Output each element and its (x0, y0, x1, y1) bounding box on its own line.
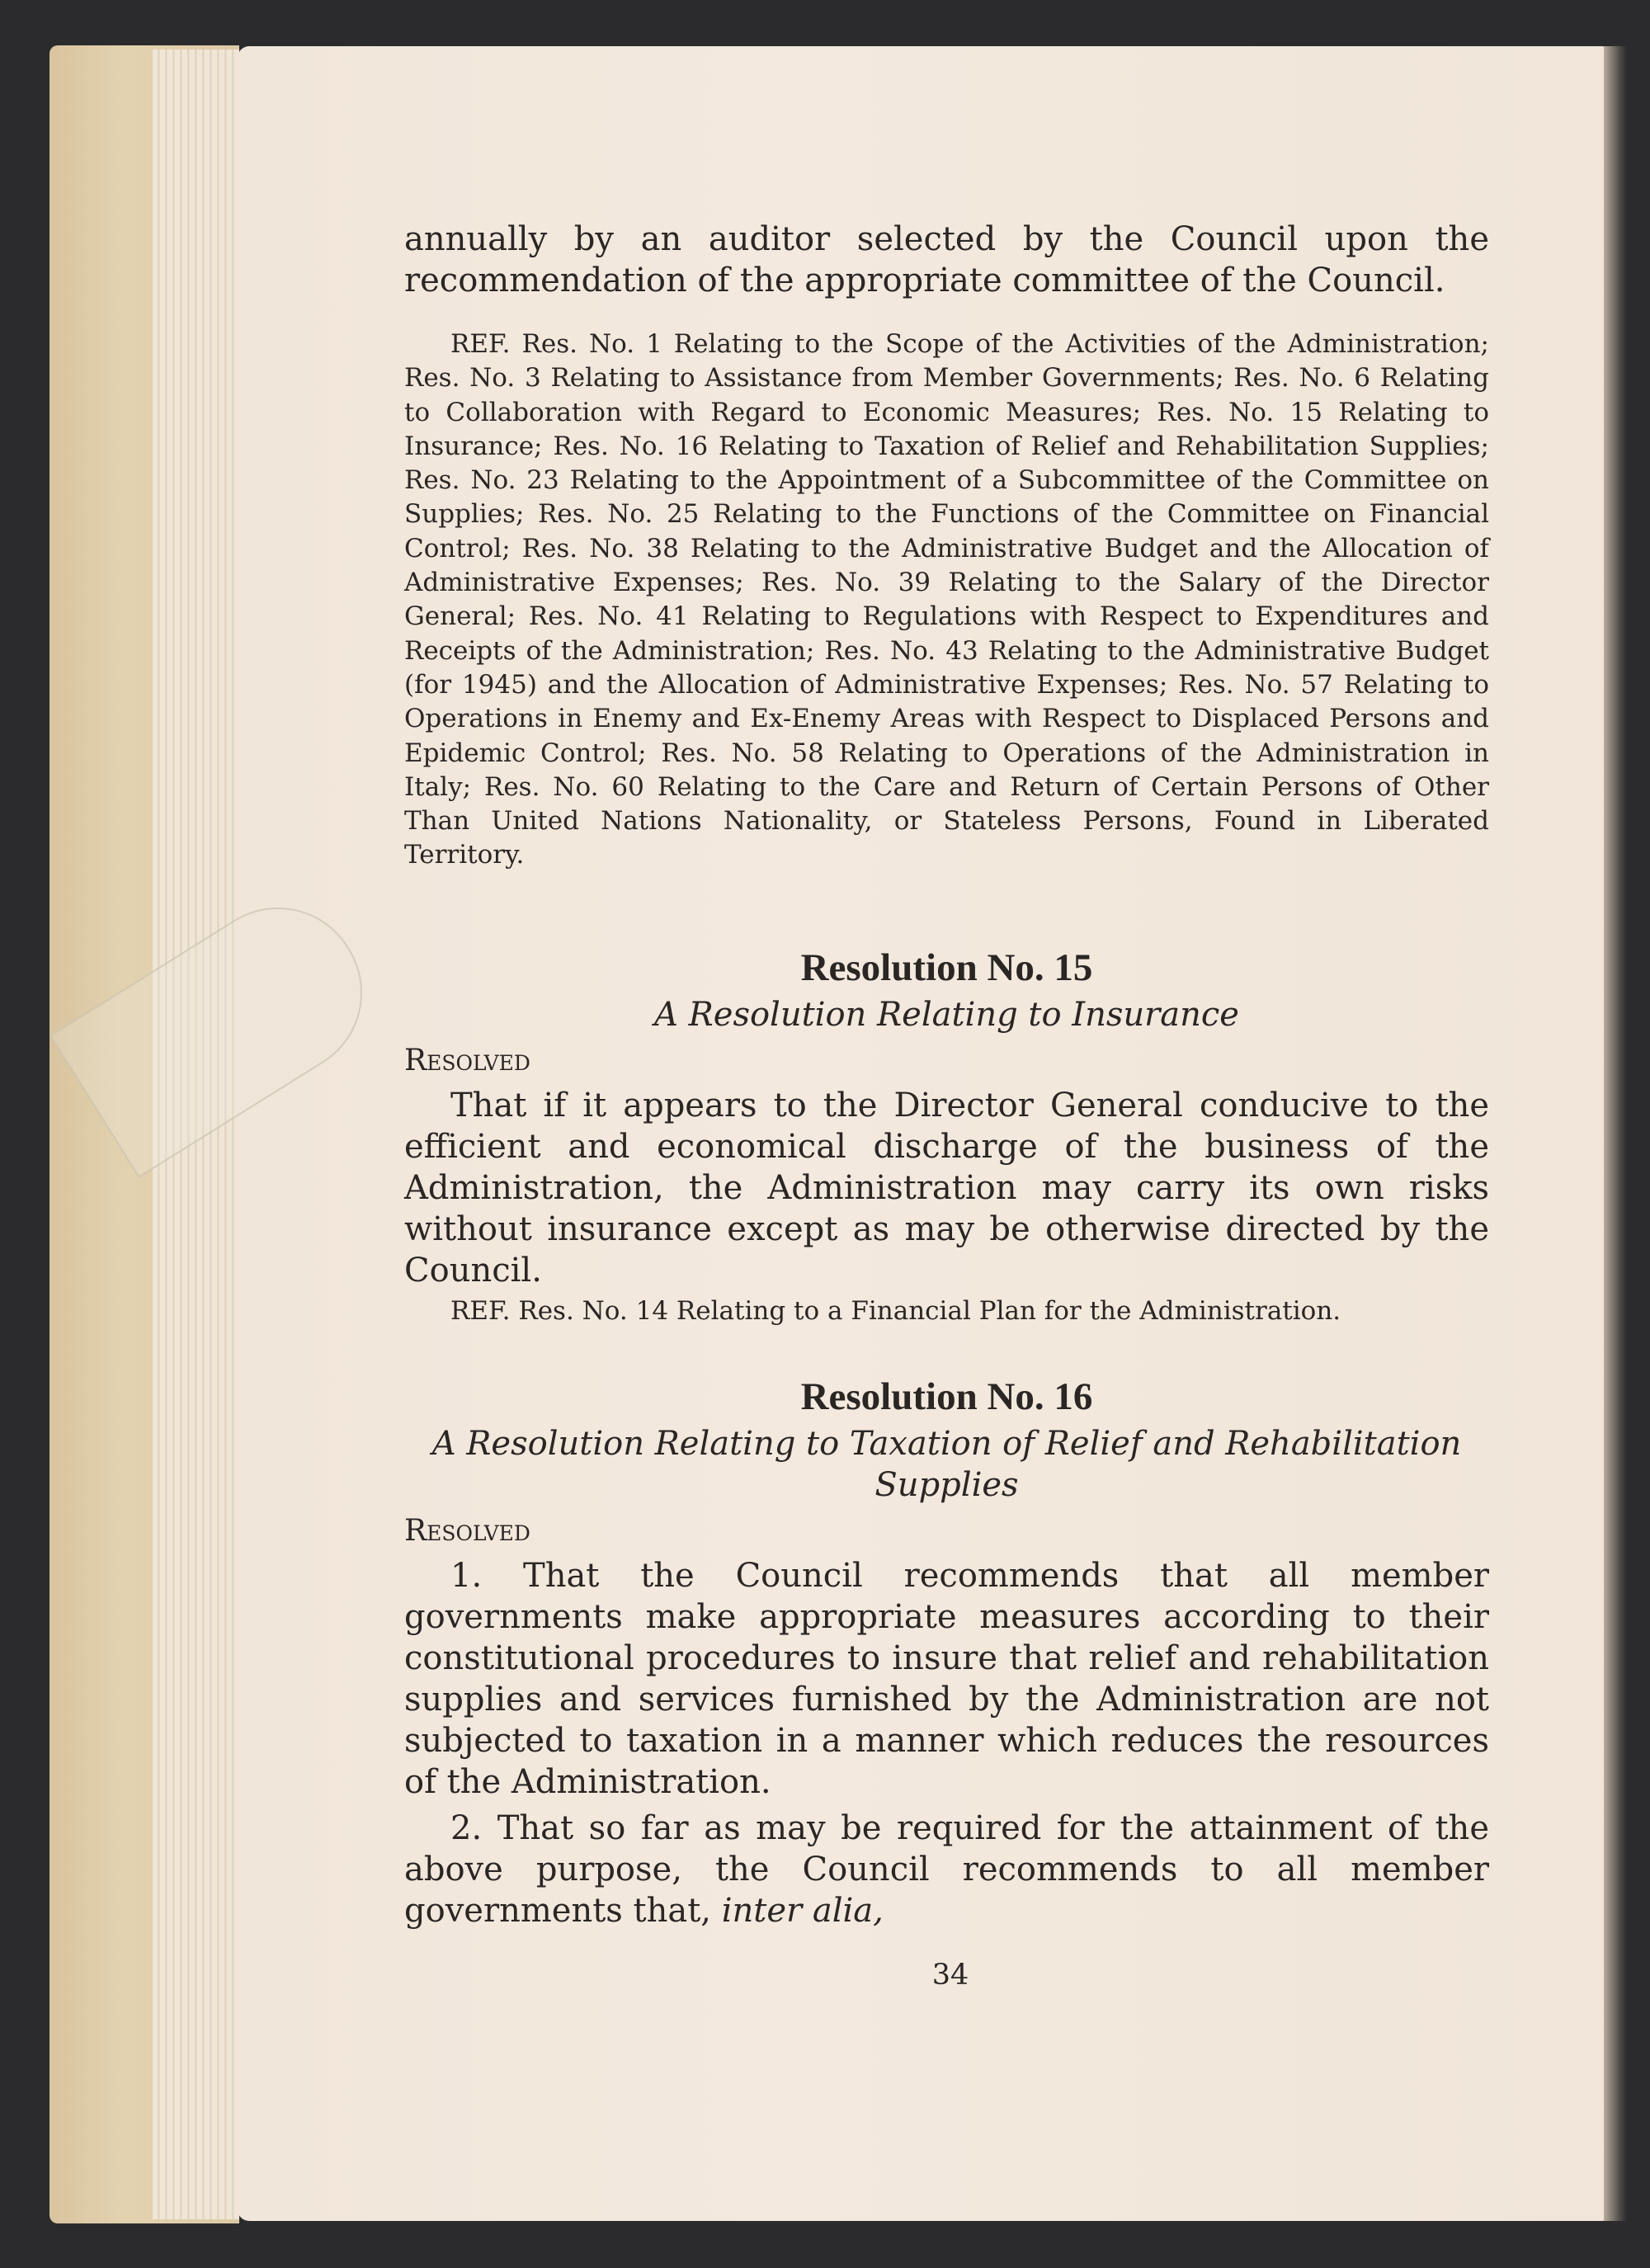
opening-paragraph-container (404, 219, 1489, 301)
page-number: 34 (931, 1959, 969, 1992)
resolution-16-paragraph-2 (404, 1808, 1489, 1931)
resolution-16-paragraph-1: 1. That the Council recommends that all member governments make appropriate measures according to their constitutional procedures to insure that relief and rehabilitation supplies and services furnished by the Administration are not subjected to taxation in a manner which reduces the resources of the Administration. (404, 1557, 1489, 1801)
resolution-16-subtitle: A Resolution Relating to Taxation of Relief and Rehabilitation Supplies (431, 1425, 1462, 1504)
resolution-16-section (404, 1374, 1489, 1931)
resolution-16-paragraph-2-text: 2. That so far as may be required for the attainment of the above purpose, the Council recommends to all member governments that, (404, 1809, 1489, 1930)
resolution-16-paragraph-2-italic: inter alia, (721, 1892, 884, 1930)
resolution-16-resolved-label: Resolved (404, 1514, 530, 1548)
page-right-shadow (1604, 46, 1627, 2221)
resolution-16-heading: Resolution No. 16 (800, 1375, 1093, 1418)
resolution-15-resolved-label: Resolved (404, 1044, 530, 1077)
resolution-15-section (404, 945, 1489, 1328)
scan-top-border (0, 0, 1650, 50)
ref-block-1: REF. Res. No. 1 Relating to the Scope of the Activities of the Administration; Res. No. 3 Relating to Assistance from Member Governments; Res. No. 6 Relating to Collaboration with Regard to Economic Measures; Res. No. 15 Relating to Insurance; Res. No. 16 Relating to Taxation of Relief and Rehabilitation Supplies; Res. No. 23 Relating to the Appointment of a Subcommittee of the Committee on Supplies; Res. No. 25 Relating to the Functions of the Committee on Financial Control; Res. No. 38 Relating to the Administrative Budget and the Allocation of Administrative Expenses; Res. No. 39 Relating to the Salary of the Director General; Res. No. 41 Relating to Regulations with Respect to Expenditures and Receipts of the Administration; Res. No. 43 Relating to the Administrative Budget (for 1945) and the Allocation of Administrative Expenses; Res. No. 57 Relating to Operations in Enemy and Ex-Enemy Areas with Respect to Displaced Persons and Epidemic Control; Res. No. 58 Relating to Operations of the Administration in Italy; Res. No. 60 Relating to the Care and Return of Certain Persons of Other Than United Nations Nationality, or Stateless Persons, Found in Liberated Territory. (404, 329, 1489, 870)
opening-paragraph: annually by an auditor selected by the Council upon the recommendation of the appropriate committee of the Council. (404, 220, 1489, 299)
resolution-15-paragraph: That if it appears to the Director General conducive to the efficient and economical discharge of the business of the Administration, the Administration may carry its own risks without insurance except as may be otherwise directed by the Council. (404, 1087, 1489, 1290)
resolution-15-subtitle: A Resolution Relating to Insurance (654, 996, 1239, 1034)
ref-block-1-container (404, 328, 1489, 873)
resolution-15-ref: REF. Res. No. 14 Relating to a Financial Plan for the Administration. (450, 1296, 1341, 1326)
resolution-15-heading: Resolution No. 15 (800, 946, 1093, 989)
